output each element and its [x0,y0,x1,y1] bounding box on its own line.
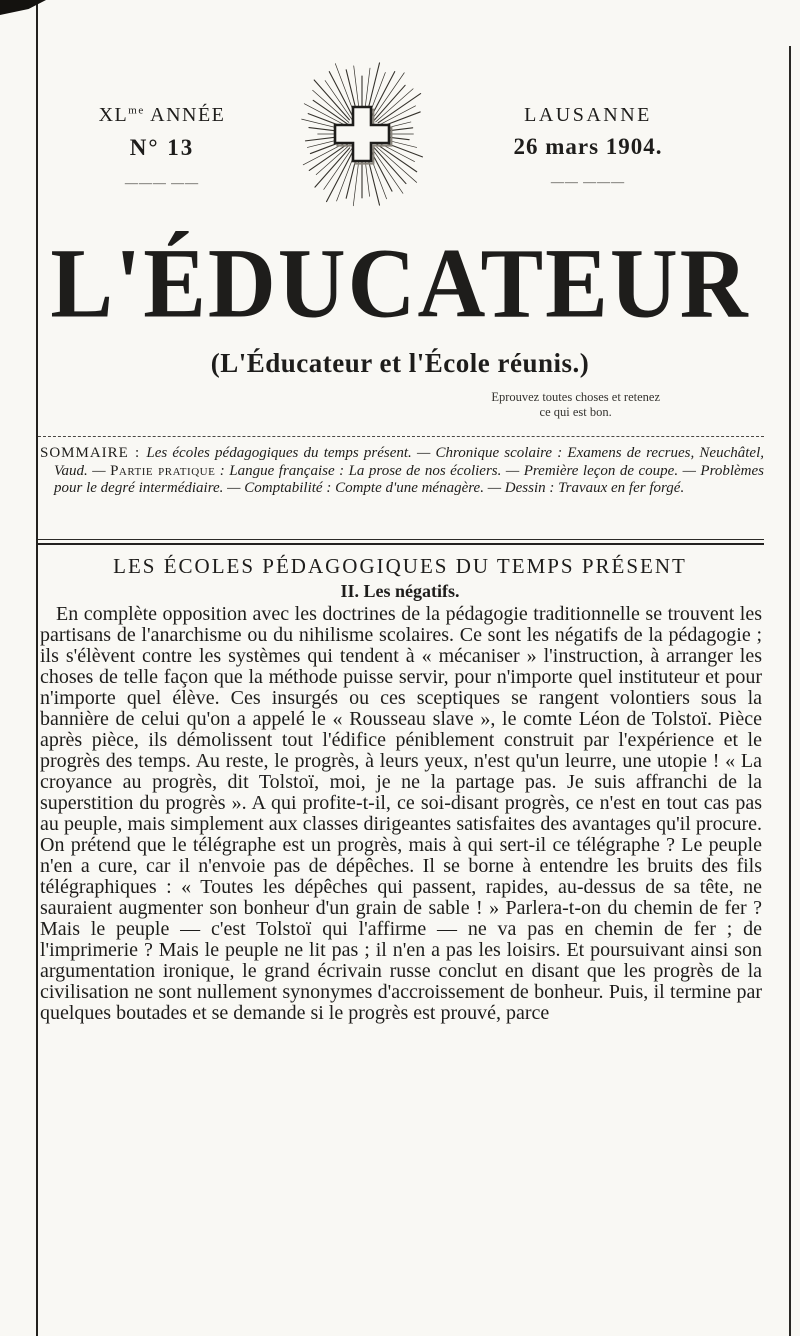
masthead-right-block [490,104,686,190]
sunburst-svg [290,56,434,212]
right-dash-rule: —— ——— [550,174,626,189]
article-title: LES ÉCOLES PÉDAGOGIQUES DU TEMPS PRÉSENT [113,554,687,578]
article-section-heading: II. Les négatifs. [340,581,460,601]
newspaper-subtitle: (L'Éducateur et l'École réunis.) [210,348,590,378]
epigraph-line-2: ce qui est bon. [539,405,612,419]
issue-number: N° 13 [129,135,195,160]
volume-ordinal-sup: me [128,104,145,117]
sommaire-items-1: Les écoles pédagogiques du temps présent. — Chronique scolaire : Examens de recrues, Neuchâtel, Vaud. — [54,445,764,479]
left-dash-rule: ——— —— [124,175,200,190]
issue-date: 26 mars 1904. [513,134,663,159]
sommaire-bottom-double-rule [38,539,764,545]
sommaire-partie-pratique: Partie pratique [110,462,216,479]
scan-corner-mark [0,0,46,15]
sommaire-top-rule [38,436,764,437]
city-label: LAUSANNE [524,104,652,126]
epigraph [491,390,660,420]
volume-year-word: ANNÉE [150,104,226,126]
sommaire-items-2: : Langue française : La prose de nos écoliers. — Première leçon de coupe. — Problèmes pour le degré intermédiaire. — Comptabilité : Compte d'une ménagère. — Dessin : Travaux en fer forgé. [54,462,765,497]
article-body-paragraph: En complète opposition avec les doctrines de la pédagogie traditionnelle se trouvent les partisans de l'anarchisme ou du nihilisme scolaires. Ce sont les négatifs de la pédagogie ; ils s'élèvent contre les systèmes qui tendent à « mécaniser » l'instruction, à arranger les choses de telle façon que la méthode puisse servir, pour n'importe quel instituteur et pour n'importe quel élève. Ces insurgés ou ces sceptiques se rangent volontiers sous la bannière de celui qu'on a appelé le « Rousseau slave », le comte Léon de Tolstoï. Pièce après pièce, ils démolissent tout l'édifice péniblement construit par l'expérience et le progrès des temps. Au reste, le progrès, à leurs yeux, n'est qu'un leurre, une utopie ! « La croyance au progrès, dit Tolstoï, moi, je ne la partage pas. Je suis affranchi de la superstition du progrès ». A qui profite-t-il, ce soi-disant progrès, ce n'est en tout cas pas au peuple, mais simplement aux classes dirigeantes satisfaites des avantages qu'il procure. On prétend que le télégraphe est un progrès, mais à qui sert-il ce télégraphe ? Le peuple n'en a cure, car il n'envoie pas de dépêches. Il se borne à entendre les bruits des fils télégraphiques : « Toutes les dépêches qui passent, rapides, au-dessus de sa tête, ne sauraient augmenter son bonheur d'un grain de sable ! » Parlera-t-on du chemin de fer ? Mais le peuple — c'est Tolstoï qui l'affirme — ne va pas en chemin de fer ; de l'imprimerie ? Mais le peuple ne lit pas ; il n'en a pas les loisirs. Et poursuivant ainsi son argumentation ironique, le grand écrivain russe conclut en disant que les progrès de la civilisation ne sont nullement synonymes d'accroissement de bonheur. Puis, il termine par quelques boutades et se demande si le progrès est prouvé, parce [40,603,762,1024]
newspaper-title: L'ÉDUCATEUR [50,228,750,339]
volume-year-label [76,104,248,127]
sommaire-block [40,445,764,498]
volume-roman-numeral: XL [98,104,129,126]
sommaire-label: SOMMAIRE : [40,445,147,461]
epigraph-line-1: Eprouvez toutes choses et retenez [491,390,660,404]
swiss-cross-sunburst-emblem [290,56,434,212]
scan-left-edge-line [36,0,38,1336]
swiss-cross-icon [335,107,389,161]
masthead-left-block [76,104,248,191]
